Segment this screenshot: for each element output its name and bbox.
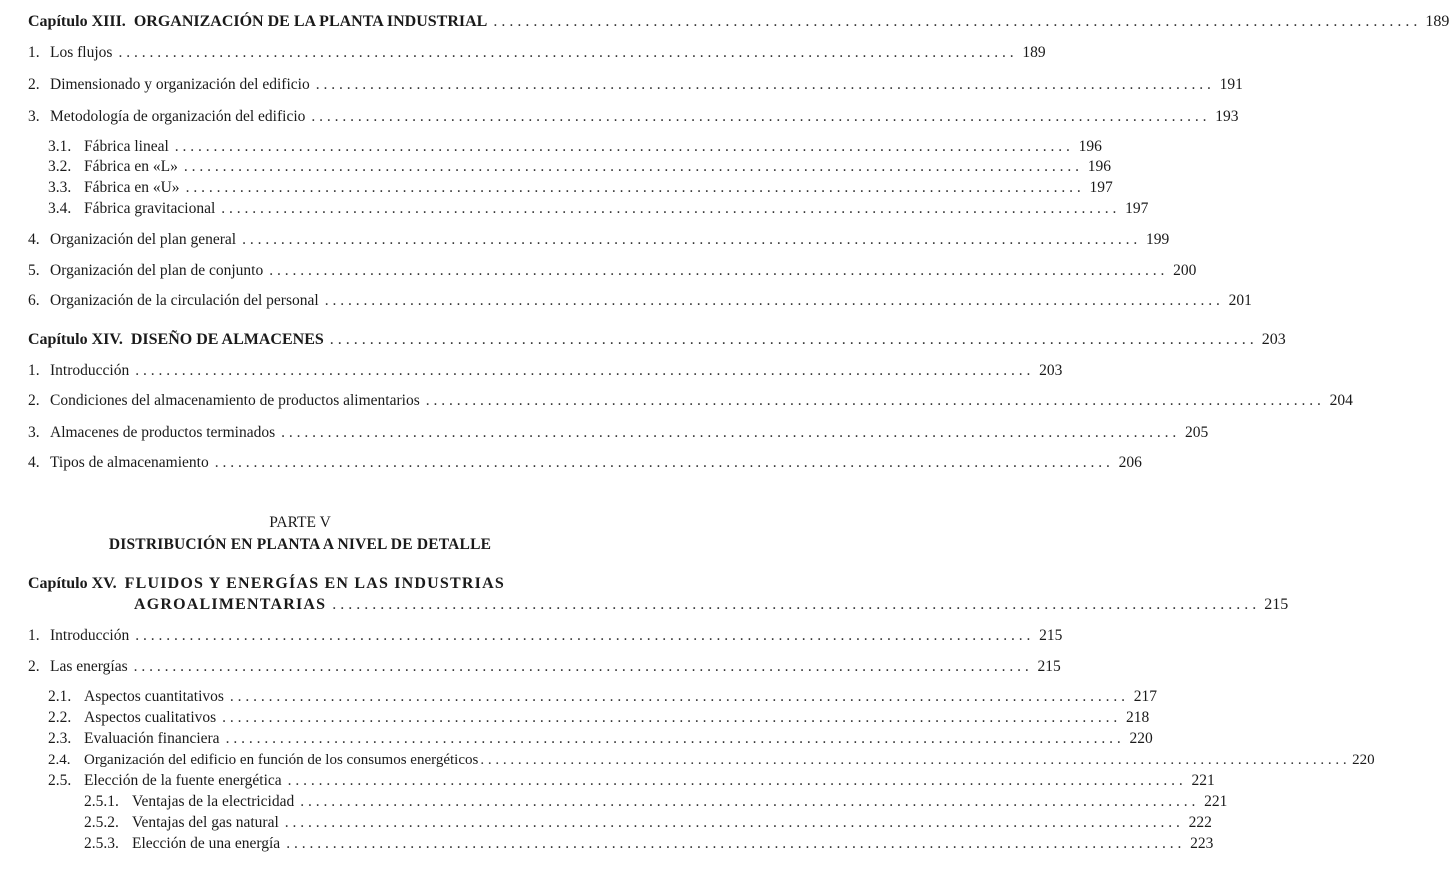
toc-subsubentry[interactable] — [84, 834, 1214, 854]
toc-subentry[interactable] — [48, 157, 1111, 177]
entry-title: Aspectos cuantitativos — [84, 688, 224, 705]
entry-number: 2.5.1. — [84, 793, 119, 810]
page-number: 221 — [1191, 772, 1215, 789]
leader-dots — [184, 157, 1079, 177]
page-number: 197 — [1125, 200, 1149, 217]
entry-number: 2.3. — [48, 730, 72, 747]
toc-entry[interactable] — [28, 107, 1239, 127]
page-number: 196 — [1078, 138, 1102, 155]
entry-title: Fábrica en «U» — [84, 179, 180, 196]
toc-subsubentry[interactable] — [84, 813, 1212, 833]
toc-entry[interactable] — [28, 43, 1046, 63]
entry-title: Elección de la fuente energética — [84, 772, 282, 789]
leader-dots — [316, 75, 1211, 95]
leader-dots — [222, 708, 1117, 728]
toc-subentry[interactable] — [48, 178, 1113, 198]
page-number: 199 — [1145, 231, 1170, 248]
leader-dots — [281, 423, 1176, 443]
page-number: 200 — [1173, 262, 1197, 279]
entry-number: 5. — [28, 262, 40, 279]
leader-dots — [300, 792, 1195, 812]
page-number: 193 — [1215, 108, 1239, 125]
entry-title: Fábrica gravitacional — [84, 200, 216, 217]
page-number: 201 — [1228, 292, 1252, 309]
entry-title: Introducción — [50, 627, 130, 644]
leader-dots — [285, 813, 1180, 833]
chapter-heading-continued[interactable] — [134, 595, 1289, 615]
entry-title: Fábrica en «L» — [84, 158, 178, 175]
leader-dots — [175, 137, 1070, 157]
toc-entry[interactable] — [28, 626, 1063, 646]
page-number: 222 — [1188, 814, 1212, 831]
chapter-heading[interactable] — [28, 330, 1286, 350]
entry-number: 2. — [28, 76, 40, 93]
toc-subentry[interactable] — [48, 708, 1150, 728]
page-number: 189 — [1022, 44, 1046, 61]
entry-title: Ventajas de la electricidad — [132, 793, 295, 810]
leader-dots — [134, 657, 1029, 677]
toc-entry[interactable] — [28, 391, 1353, 411]
leader-dots — [311, 107, 1206, 127]
chapter-title: ORGANIZACIÓN DE LA PLANTA INDUSTRIAL — [133, 13, 488, 30]
leader-dots — [330, 330, 1254, 350]
leader-dots — [226, 729, 1121, 749]
entry-title: Las energías — [50, 658, 128, 675]
leader-dots — [242, 230, 1137, 250]
entry-number: 2. — [28, 392, 40, 409]
toc-subentry[interactable] — [48, 750, 1375, 770]
chapter-number: Capítulo XIII. — [28, 13, 126, 30]
toc-entry[interactable] — [28, 291, 1252, 311]
entry-number: 3.3. — [48, 179, 72, 196]
part-label: PARTE V — [269, 514, 331, 531]
entry-title: Metodología de organización del edificio — [50, 108, 306, 125]
entry-title: Introducción — [50, 362, 130, 379]
page-number: 197 — [1089, 179, 1113, 196]
page-number: 196 — [1087, 158, 1111, 175]
leader-dots — [493, 12, 1417, 32]
entry-number: 3. — [28, 424, 40, 441]
toc-subentry[interactable] — [48, 687, 1158, 707]
leader-dots — [230, 687, 1125, 707]
page-number: 215 — [1264, 596, 1289, 613]
entry-title: Organización del edificio en función de los consumos energéticos — [84, 752, 479, 768]
entry-number: 1. — [28, 44, 40, 61]
page-number: 189 — [1425, 13, 1449, 30]
entry-number: 2.5.3. — [84, 835, 119, 852]
leader-dots — [118, 43, 1013, 63]
page-number: 223 — [1190, 835, 1214, 852]
leader-dots — [325, 291, 1220, 311]
leader-dots — [288, 771, 1183, 791]
toc-subentry[interactable] — [48, 137, 1102, 157]
entry-title: Fábrica lineal — [84, 138, 169, 155]
chapter-title-line1: FLUIDOS Y ENERGÍAS EN LAS INDUSTRIAS — [124, 575, 505, 592]
toc-subentry[interactable] — [48, 199, 1149, 219]
entry-title: Organización de la circulación del personal — [50, 292, 319, 309]
page-number: 203 — [1039, 362, 1063, 379]
toc-entry[interactable] — [28, 423, 1209, 443]
entry-number: 2.1. — [48, 688, 72, 705]
entry-title: Elección de una energía — [132, 835, 281, 852]
toc-subentry[interactable] — [48, 729, 1153, 749]
chapter-heading[interactable] — [28, 12, 1449, 32]
entry-number: 3.1. — [48, 138, 72, 155]
toc-entry[interactable] — [28, 453, 1142, 473]
toc-entry[interactable] — [28, 75, 1243, 95]
leader-dots — [186, 178, 1081, 198]
entry-title: Los flujos — [50, 44, 113, 61]
page-number: 215 — [1039, 627, 1063, 644]
entry-title: Almacenes de productos terminados — [50, 424, 276, 441]
entry-number: 2.5. — [48, 772, 72, 789]
entry-number: 4. — [28, 454, 40, 471]
chapter-number: Capítulo XIV. — [28, 331, 123, 348]
toc-entry[interactable] — [28, 657, 1061, 677]
leader-dots — [480, 750, 1346, 770]
chapter-title-line2: AGROALIMENTARIAS — [134, 596, 327, 613]
leader-dots — [286, 834, 1181, 854]
page-number: 220 — [1129, 730, 1153, 747]
page-number: 204 — [1329, 392, 1353, 409]
toc-subsubentry[interactable] — [84, 792, 1228, 812]
entry-number: 2.4. — [48, 752, 71, 768]
toc-entry[interactable] — [28, 361, 1063, 381]
page-number: 218 — [1126, 709, 1150, 726]
leader-dots — [135, 361, 1030, 381]
leader-dots — [426, 391, 1321, 411]
entry-number: 2.2. — [48, 709, 72, 726]
entry-title: Organización del plan de conjunto — [50, 262, 264, 279]
entry-number: 2. — [28, 658, 40, 675]
page-number: 206 — [1118, 454, 1142, 471]
page-number: 205 — [1185, 424, 1209, 441]
entry-title: Tipos de almacenamiento — [50, 454, 209, 471]
toc-entry[interactable] — [28, 261, 1197, 281]
page-number: 191 — [1219, 76, 1243, 93]
leader-dots — [269, 261, 1164, 281]
chapter-number: Capítulo XV. — [28, 575, 117, 592]
part-heading: DISTRIBUCIÓN EN PLANTA A NIVEL DE DETALLE — [108, 536, 492, 553]
entry-number: 3. — [28, 108, 40, 125]
page-number: 215 — [1037, 658, 1061, 675]
toc-entry[interactable] — [28, 230, 1170, 250]
leader-dots — [135, 626, 1030, 646]
leader-dots — [332, 595, 1256, 615]
leader-dots — [215, 453, 1110, 473]
page-number: 220 — [1352, 752, 1375, 768]
page-number: 203 — [1261, 331, 1286, 348]
page-number: 217 — [1133, 688, 1158, 705]
toc-subentry[interactable] — [48, 771, 1215, 791]
entry-number: 4. — [28, 231, 40, 248]
entry-number: 1. — [28, 362, 40, 379]
entry-number: 1. — [28, 627, 40, 644]
entry-title: Evaluación financiera — [84, 730, 220, 747]
page-number: 221 — [1204, 793, 1228, 810]
entry-title: Ventajas del gas natural — [132, 814, 279, 831]
entry-title: Dimensionado y organización del edificio — [50, 76, 310, 93]
entry-title: Organización del plan general — [50, 231, 237, 248]
entry-number: 3.2. — [48, 158, 72, 175]
leader-dots — [221, 199, 1116, 219]
entry-number: 3.4. — [48, 200, 72, 217]
entry-title: Aspectos cualitativos — [84, 709, 217, 726]
chapter-heading[interactable] — [28, 574, 580, 594]
entry-title: Condiciones del almacenamiento de productos alimentarios — [50, 392, 420, 409]
chapter-title: DISEÑO DE ALMACENES — [130, 331, 324, 348]
entry-number: 6. — [28, 292, 40, 309]
entry-number: 2.5.2. — [84, 814, 119, 831]
